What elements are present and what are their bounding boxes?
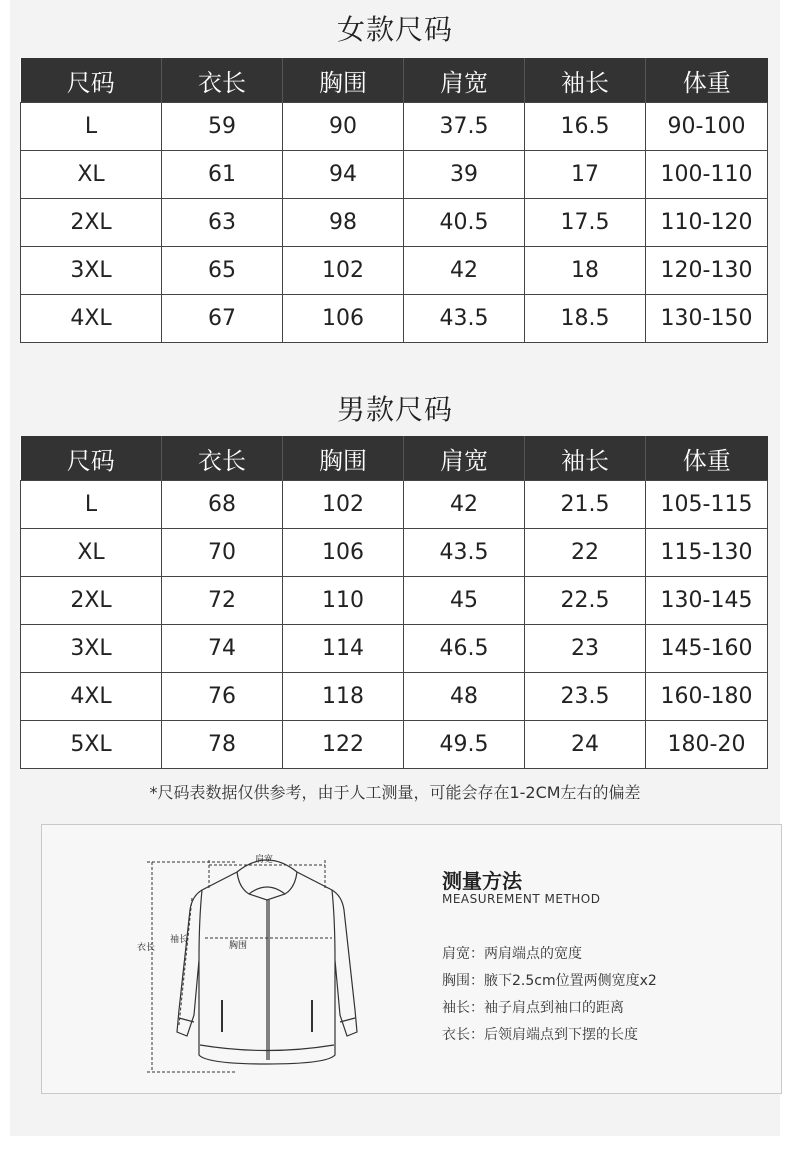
cell-shoulder: 42 [404,247,525,295]
method-title: 测量方法 [442,869,522,893]
cell-shoulder: 43.5 [404,529,525,577]
cell-weight: 130-145 [646,577,768,625]
header-size: 尺码 [21,436,162,481]
men-size-table [20,436,768,769]
method-subtitle: MEASUREMENT METHOD [442,892,601,906]
cell-length: 67 [162,295,283,343]
cell-chest: 94 [283,151,404,199]
cell-length: 70 [162,529,283,577]
cell-sleeve: 22 [525,529,646,577]
table-row [21,577,768,625]
cell-sleeve: 22.5 [525,577,646,625]
cell-weight: 130-150 [646,295,768,343]
cell-size: 5XL [21,721,162,769]
cell-length: 61 [162,151,283,199]
cell-size: 4XL [21,295,162,343]
cell-sleeve: 17 [525,151,646,199]
cell-length: 78 [162,721,283,769]
cell-weight: 160-180 [646,673,768,721]
header-length: 衣长 [162,58,283,103]
cell-chest: 110 [283,577,404,625]
header-weight: 体重 [646,436,768,481]
cell-chest: 90 [283,103,404,151]
cell-sleeve: 21.5 [525,481,646,529]
cell-sleeve: 17.5 [525,199,646,247]
cell-length: 72 [162,577,283,625]
table-row [21,247,768,295]
disclaimer-note: *尺码表数据仅供参考，由于人工测量，可能会存在1-2CM左右的偏差 [149,783,641,802]
table-row [21,721,768,769]
cell-shoulder: 45 [404,577,525,625]
method-line-sleeve: 袖长：袖子肩点到袖口的距离 [442,1000,624,1016]
cell-weight: 145-160 [646,625,768,673]
header-weight: 体重 [646,58,768,103]
cell-weight: 110-120 [646,199,768,247]
cell-length: 65 [162,247,283,295]
cell-chest: 106 [283,529,404,577]
cell-sleeve: 24 [525,721,646,769]
cell-weight: 90-100 [646,103,768,151]
table-row [21,481,768,529]
cell-shoulder: 43.5 [404,295,525,343]
cell-sleeve: 16.5 [525,103,646,151]
method-line-chest: 胸围：腋下2.5cm位置两侧宽度x2 [442,973,657,989]
cell-sleeve: 23 [525,625,646,673]
cell-chest: 98 [283,199,404,247]
cell-size: 2XL [21,199,162,247]
method-line-shoulder: 肩宽：两肩端点的宽度 [442,946,582,962]
men-size-title: 男款尺码 [336,393,453,426]
cell-weight: 105-115 [646,481,768,529]
cell-length: 74 [162,625,283,673]
cell-size: L [21,103,162,151]
method-instructions [442,941,657,1049]
cell-sleeve: 18 [525,247,646,295]
cell-shoulder: 42 [404,481,525,529]
cell-shoulder: 49.5 [404,721,525,769]
cell-weight: 100-110 [646,151,768,199]
header-chest: 胸围 [283,58,404,103]
women-size-table [20,58,768,343]
cell-weight: 120-130 [646,247,768,295]
header-chest: 胸围 [283,436,404,481]
cell-size: 4XL [21,673,162,721]
cell-length: 63 [162,199,283,247]
header-sleeve: 袖长 [525,436,646,481]
cell-shoulder: 39 [404,151,525,199]
cell-length: 59 [162,103,283,151]
cell-chest: 122 [283,721,404,769]
cell-size: 2XL [21,577,162,625]
header-size: 尺码 [21,58,162,103]
measurement-method-panel [41,824,782,1094]
cell-chest: 102 [283,247,404,295]
diagram-label-chest: 胸围 [229,941,248,951]
table-row [21,625,768,673]
table-row [21,529,768,577]
table-row [21,103,768,151]
header-shoulder: 肩宽 [404,436,525,481]
cell-size: 3XL [21,247,162,295]
cell-chest: 114 [283,625,404,673]
cell-sleeve: 18.5 [525,295,646,343]
cell-size: XL [21,529,162,577]
method-line-length: 衣长：后领肩端点到下摆的长度 [442,1027,638,1043]
header-length: 衣长 [162,436,283,481]
cell-shoulder: 46.5 [404,625,525,673]
table-header-row [21,58,768,103]
diagram-label-shoulder: 肩宽 [255,855,274,865]
cell-size: L [21,481,162,529]
header-shoulder: 肩宽 [404,58,525,103]
cell-weight: 115-130 [646,529,768,577]
cell-sleeve: 23.5 [525,673,646,721]
cell-chest: 106 [283,295,404,343]
diagram-label-length: 衣长 [137,943,156,953]
cell-shoulder: 48 [404,673,525,721]
cell-size: 3XL [21,625,162,673]
table-row [21,295,768,343]
table-header-row [21,436,768,481]
header-sleeve: 袖长 [525,58,646,103]
cell-weight: 180-20 [646,721,768,769]
jacket-diagram-icon [137,850,387,1080]
cell-chest: 102 [283,481,404,529]
cell-size: XL [21,151,162,199]
cell-length: 76 [162,673,283,721]
women-size-title: 女款尺码 [336,13,453,46]
table-row [21,199,768,247]
cell-length: 68 [162,481,283,529]
cell-chest: 118 [283,673,404,721]
cell-shoulder: 37.5 [404,103,525,151]
diagram-label-sleeve: 袖长 [170,935,189,945]
table-row [21,151,768,199]
cell-shoulder: 40.5 [404,199,525,247]
table-row [21,673,768,721]
